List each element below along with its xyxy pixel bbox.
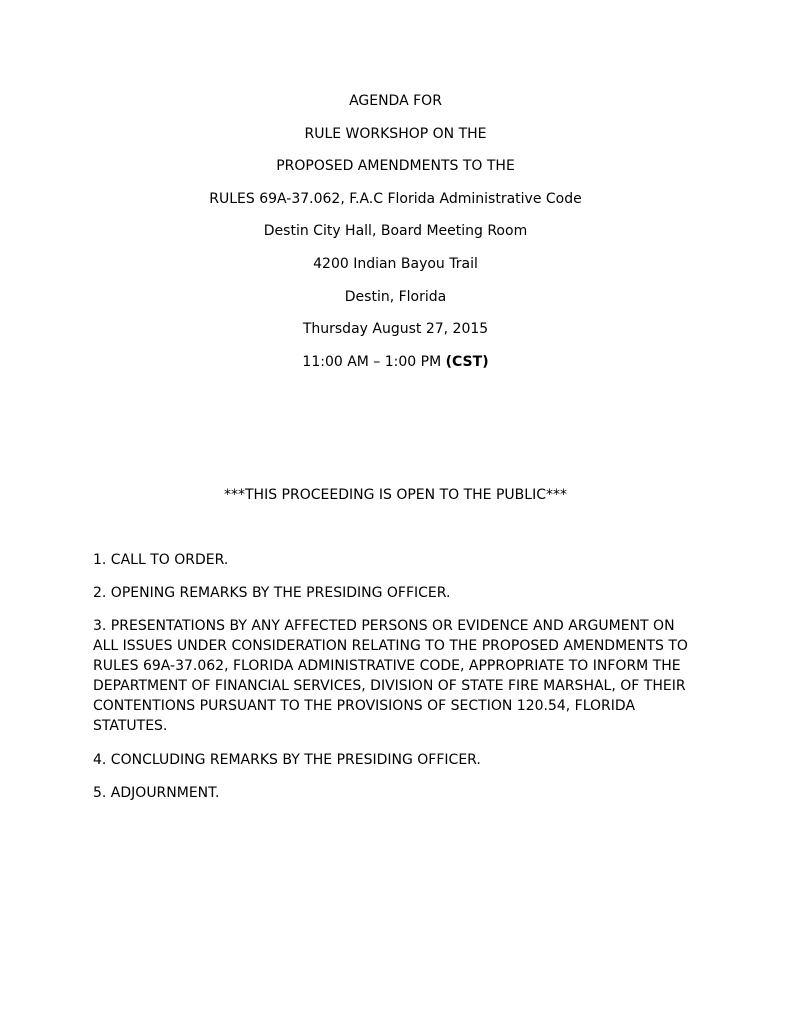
- meeting-time: 11:00 AM – 1:00 PM: [302, 353, 442, 370]
- header-rule-reference: RULES 69A-37.062, F.A.C Florida Administrative Code: [209, 190, 582, 207]
- header-title-line-2: RULE WORKSHOP ON THE: [304, 125, 487, 142]
- meeting-time-line: [0, 352, 791, 372]
- agenda-item-opening-remarks: 2. OPENING REMARKS BY THE PRESIDING OFFICER.: [93, 585, 451, 601]
- public-notice: ***THIS PROCEEDING IS OPEN TO THE PUBLIC***: [224, 487, 567, 503]
- meeting-address: 4200 Indian Bayou Trail: [313, 255, 478, 272]
- agenda-item-call-to-order: 1. CALL TO ORDER.: [93, 552, 229, 568]
- meeting-timezone: (CST): [445, 353, 489, 370]
- header-title-line-1: AGENDA FOR: [349, 93, 442, 109]
- agenda-header: [0, 91, 791, 384]
- meeting-location: Destin City Hall, Board Meeting Room: [263, 223, 528, 240]
- agenda-item-presentations: 3. PRESENTATIONS BY ANY AFFECTED PERSONS OR EVIDENCE AND ARGUMENT ON ALL ISSUES UNDER CONSIDERATION RELATING TO THE PROPOSED AMENDMENTS TO RULES 69A-37.062, FLORIDA ADMINISTRATIVE CODE, APPROPRIATE TO INFORM THE DEPARTMENT OF FINANCIAL SERVICES, DIVISION OF STATE FIRE MARSHAL, OF THEIR CONTENTIONS PURSUANT TO THE PROVISIONS OF SECTION 120.54, FLORIDA STATUTES.: [93, 618, 688, 734]
- meeting-city: Destin, Florida: [344, 288, 447, 305]
- agenda-list: [93, 550, 703, 816]
- agenda-item-concluding-remarks: 4. CONCLUDING REMARKS BY THE PRESIDING OFFICER.: [93, 752, 481, 768]
- meeting-date: Thursday August 27, 2015: [302, 321, 489, 338]
- agenda-item-adjournment: 5. ADJOURNMENT.: [93, 785, 220, 801]
- header-title-line-3: PROPOSED AMENDMENTS TO THE: [276, 158, 515, 175]
